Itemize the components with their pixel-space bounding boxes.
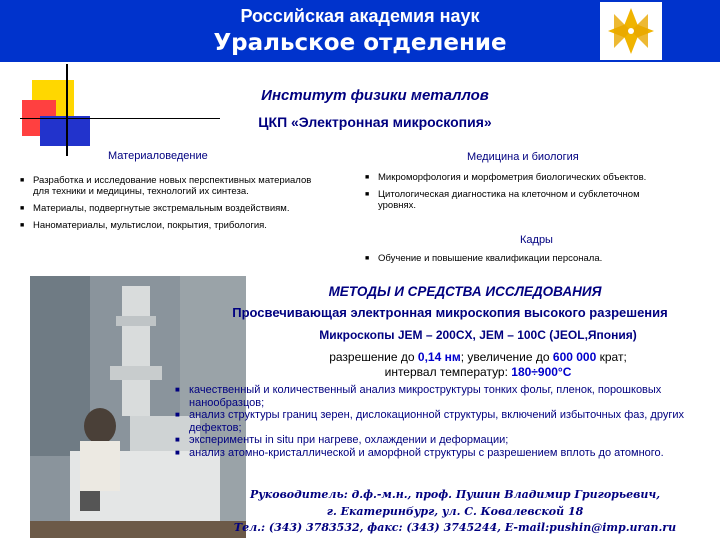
list-item: ■ качественный и количественный анализ микроструктуры тонких фольг, пленок, порошковых нанообразцов; xyxy=(175,384,715,409)
list-item: ■ Материалы, подвергнутые экстремальным воздействиям. xyxy=(20,203,320,214)
resolution-block xyxy=(248,350,708,380)
right-column-title: Медицина и биология xyxy=(467,151,579,163)
address-contact: г. Екатеринбург, ул. С. Ковалевской 18 xyxy=(326,505,584,518)
method-subtitle: Просвечивающая электронная микроскопия высокого разрешения xyxy=(232,305,668,320)
ras-logo xyxy=(600,2,662,60)
temperature-prefix: интервал температур: xyxy=(384,365,512,379)
kadry-title: Кадры xyxy=(520,234,553,246)
head-contact: Руководитель: д.ф.-м.н., проф. Пушин Владимир Григорьевич, xyxy=(249,488,661,501)
methods-title: МЕТОДЫ И СРЕДСТВА ИССЛЕДОВАНИЯ xyxy=(328,284,602,299)
phone-contact: Тел.: (343) 3783532, факс: (343) 3745244, E-mail:pushin@imp.uran.ru xyxy=(233,521,677,534)
list-item: ■ Цитологическая диагностика на клеточном и субклеточном уровнях. xyxy=(365,189,675,211)
resolution-prefix: разрешение до xyxy=(329,350,418,364)
center-title: ЦКП «Электронная микроскопия» xyxy=(258,114,492,130)
resolution-suffix: крат; xyxy=(596,350,627,364)
capabilities-list xyxy=(175,384,715,459)
institute-title: Институт физики металлов xyxy=(261,87,489,104)
list-item: ■ Разработка и исследование новых перспективных материалов для техники и медицины, технологий их синтеза. xyxy=(20,175,320,197)
list-item: ■ эксперименты in situ при нагреве, охлаждении и деформации; xyxy=(175,434,715,447)
header-line-2: Уральское отделение xyxy=(213,30,507,56)
header-bar xyxy=(0,0,720,62)
deco-vertical-line xyxy=(66,64,68,156)
header-line-1: Российская академия наук xyxy=(240,6,480,26)
right-column-list xyxy=(365,172,675,217)
left-column-list xyxy=(20,175,320,237)
temperature-value: 180÷900°С xyxy=(511,365,572,379)
list-item: ■ Обучение и повышение квалификации персонала. xyxy=(365,253,695,264)
list-item: ■ Микроморфология и морфометрия биологических объектов. xyxy=(365,172,675,183)
microscopes-line: Микроскопы JEM – 200CX, JEM – 100C (JEOL,Япония) xyxy=(319,328,637,342)
resolution-value: 0,14 нм xyxy=(417,350,461,364)
list-item: ■ Наноматериалы, мультислои, покрытия, трибология. xyxy=(20,220,320,231)
list-item: ■ анализ структуры границ зерен, дислокационной структуры, включений избыточных фаз, других дефектов; xyxy=(175,409,715,434)
left-column-title: Материаловедение xyxy=(108,150,208,162)
list-item: ■ анализ атомно-кристаллической и аморфной структуры с разрешением вплоть до атомного. xyxy=(175,447,715,460)
resolution-mid: ; увеличение до xyxy=(460,350,553,364)
kadry-list xyxy=(365,253,695,270)
magnification-value: 600 000 xyxy=(552,350,597,364)
